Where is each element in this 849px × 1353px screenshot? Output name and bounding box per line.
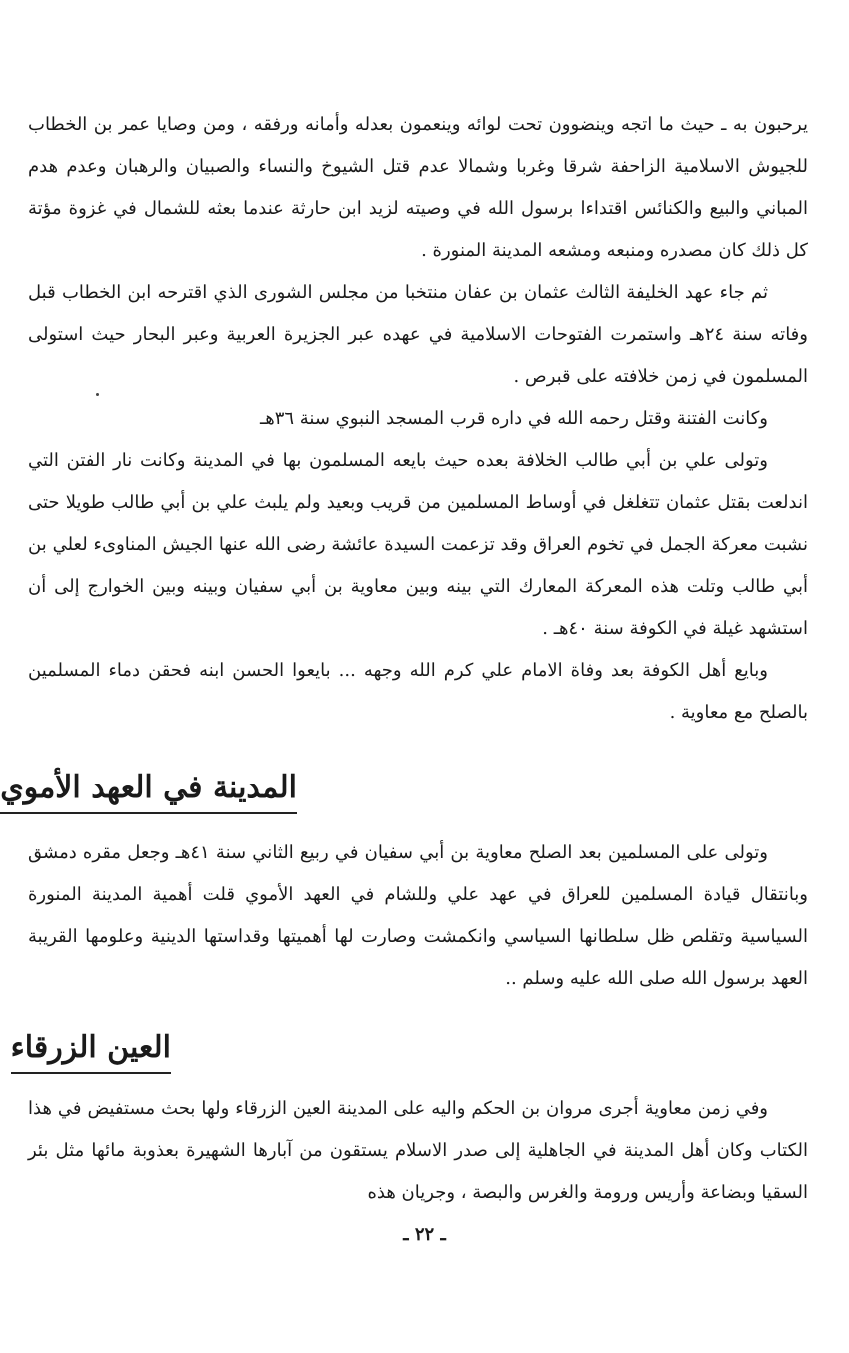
paragraph: يرحبون به ـ حيث ما اتجه وينضوون تحت لوائه وينعمون بعدله وأمانه ورفقه ، ومن وصايا عمر بن الخطاب للجيوش الاسلامية الزاحفة شرقا وغربا وشمالا عدم قتل الشيوخ والنساء والصبيان والرهبان وعدم هدم المباني والبيع والكنائس اقتداءا برسول الله في وصيته لزيد ابن حارثة عندما بعثه للشمال في غزوة مؤتة كل ذلك كان مصدره ومنبعه ومشعه المدينة المنورة . [28,114,808,261]
paragraph: وتولى على المسلمين بعد الصلح معاوية بن أبي سفيان في ربيع الثاني سنة ٤١هـ وجعل مقره دمشق وبانتقال قيادة المسلمين للعراق في عهد علي وللشام في العهد الأموي قلت أهمية المدينة المنورة السياسية وتقلص ظل سلطانها السياسي وانكمشت وصارت لها أهميتها وقداستها الدينية وعلومها القريبة العهد برسول الله صلى الله عليه وسلم .. [28,842,808,989]
paragraph: وبايع أهل الكوفة بعد وفاة الامام علي كرم الله وجهه ... بايعوا الحسن ابنه فحقن دماء المسلمين بالصلح مع معاوية . [28,660,808,723]
section2-body [28,832,808,1000]
section3-body [28,1088,808,1214]
paragraph: وفي زمن معاوية أجرى مروان بن الحكم واليه على المدينة العين الزرقاء ولها بحث مستفيض في هذا الكتاب وكان أهل المدينة في الجاهلية إلى صدر الاسلام يستقون من آبارها الشهيرة بعذوبة مائها مثل بئر السقيا وبضاعة وأريس ورومة والغرس والبصة ، وجريان هذه [28,1098,808,1203]
section-heading-zarqa: العين الزرقاء [11,1028,171,1074]
paragraph: وتولى علي بن أبي طالب الخلافة بعده حيث بايعه المسلمون بها في المدينة وكانت نار الفتن التي اندلعت بقتل عثمان تتغلغل في أوساط المسلمين من قريب وبعيد ولم يلبث علي بن أبي طالب طويلا حتى نشبت معركة الجمل في تخوم العراق وقد تزعمت السيدة عائشة رضى الله عنها الجيش المناوىء لعلي بن أبي طالب وتلت هذه المعركة المعارك التي بينه وبين معاوية بن أبي سفيان وبينه وبين الخوارج إلى أن استشهد غيلة في الكوفة سنة ٤٠هـ . [28,450,808,639]
section1-body [28,104,808,734]
page-number: ـ ٢٢ ـ [403,1224,446,1245]
scan-speck [96,393,99,396]
section-heading-umayyad: المدينة في العهد الأموي [0,768,297,814]
paragraph: وكانت الفتنة وقتل رحمه الله في داره قرب المسجد النبوي سنة ٣٦هـ [259,408,768,429]
paragraph: ثم جاء عهد الخليفة الثالث عثمان بن عفان منتخبا من مجلس الشورى الذي اقترحه ابن الخطاب قبل وفاته سنة ٢٤هـ واستمرت الفتوحات الاسلامية في عهده عبر الجزيرة العربية وعبر البحار حيث استولى المسلمون في زمن خلافته على قبرص . [28,282,808,387]
